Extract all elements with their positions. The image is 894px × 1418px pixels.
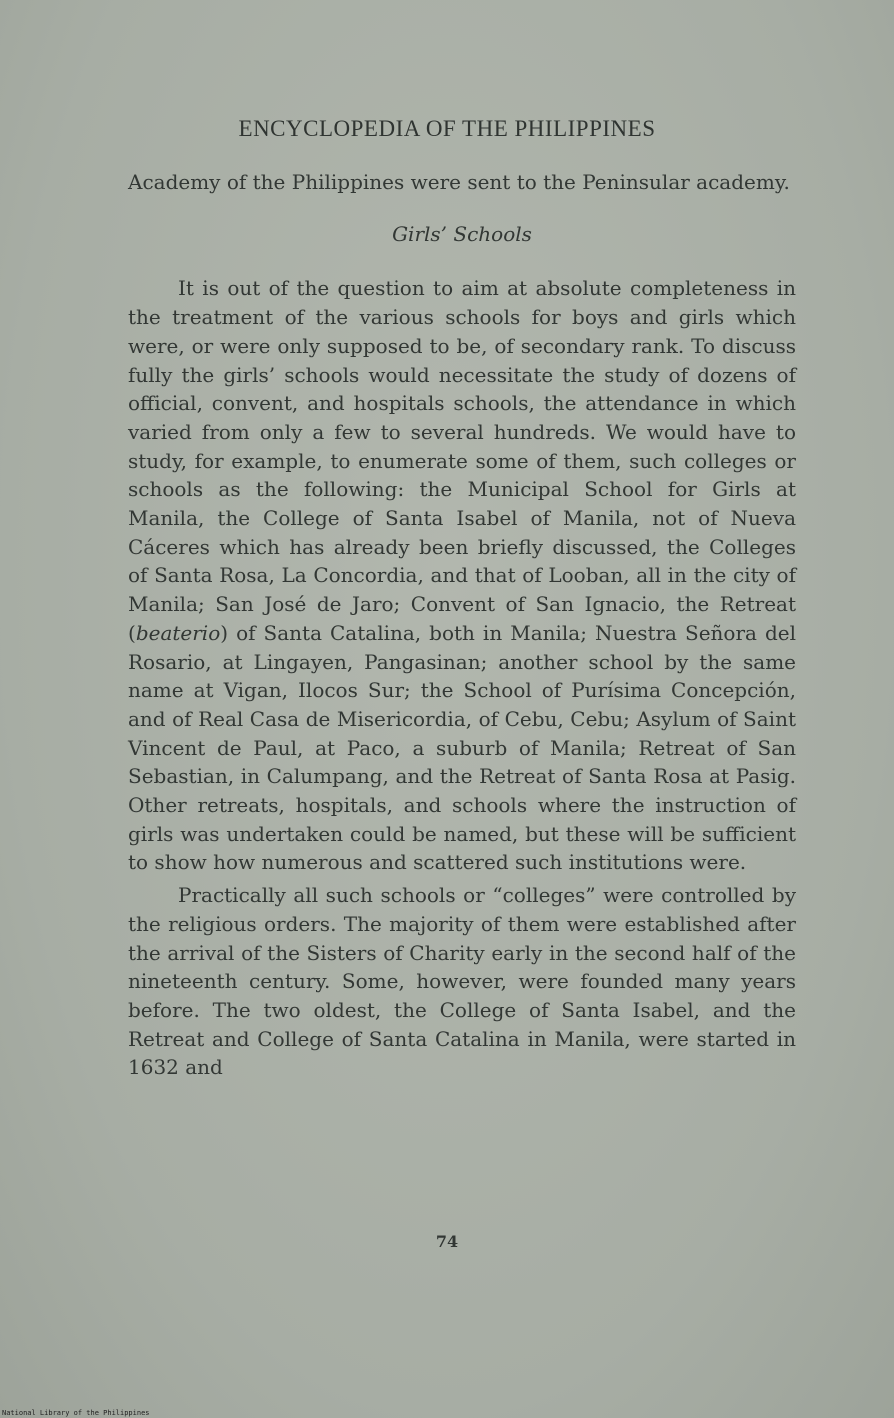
paragraph-girls-schools bbox=[128, 274, 796, 877]
body-text bbox=[128, 168, 796, 1082]
page-number: 74 bbox=[435, 1232, 459, 1251]
continuation-paragraph: Academy of the Philippines were sent to the Peninsular academy. bbox=[128, 170, 790, 194]
paragraph-religious-orders: Practically all such schools or “colleges” were controlled by the religious orders. The majority of them were established after the arrival of the Sisters of Charity early in the second half of the nineteenth century. Some, however, were founded many years before. The two oldest, the College of Santa Isabel, and the Retreat and College of Santa Catalina in Manila, were started in 1632 and bbox=[128, 883, 796, 1080]
section-title: Girls’ Schools bbox=[392, 221, 532, 246]
library-credit: National Library of the Philippines bbox=[2, 1409, 150, 1417]
paragraph-text: ) of Santa Catalina, both in Manila; Nuestra Señora del Rosario, at Lingayen, Pangasinan; another school by the same name at Vigan, Ilocos Sur; the School of Purísima Concepción, and of Real Casa de Misericordia, of Cebu, Cebu; Asylum of Saint Vincent de Paul, at Paco, a suburb of Manila; Retreat of San Sebastian, in Calumpang, and the Retreat of Santa Rosa at Pasig. Other retreats, hospitals, and schools where the instruction of girls was undertaken could be named, but these will be sufficient to show how numerous and scattered such institutions were. bbox=[128, 620, 796, 875]
paragraph-text: It is out of the question to aim at absolute completeness in the treatment of the various schools for boys and girls which were, or were only supposed to be, of secondary rank. To discuss fully the girls’ schools would necessitate the study of dozens of official, convent, and hospitals schools, the attendance in which varied from only a few to several hundreds. We would have to study, for example, to enumerate some of them, such colleges or schools as the following: the Municipal School for Girls at Manila, the College of Santa Isabel of Manila, not of Nueva Cáceres which has already been briefly discussed, the Colleges of Santa Rosa, La Concordia, and that of Looban, all in the city of Manila; San José de Jaro; Convent of San Ignacio, the Retreat ( bbox=[128, 276, 796, 645]
italic-term: beaterio bbox=[135, 620, 221, 645]
running-head: ENCYCLOPEDIA OF THE PHILIPPINES bbox=[238, 116, 656, 141]
